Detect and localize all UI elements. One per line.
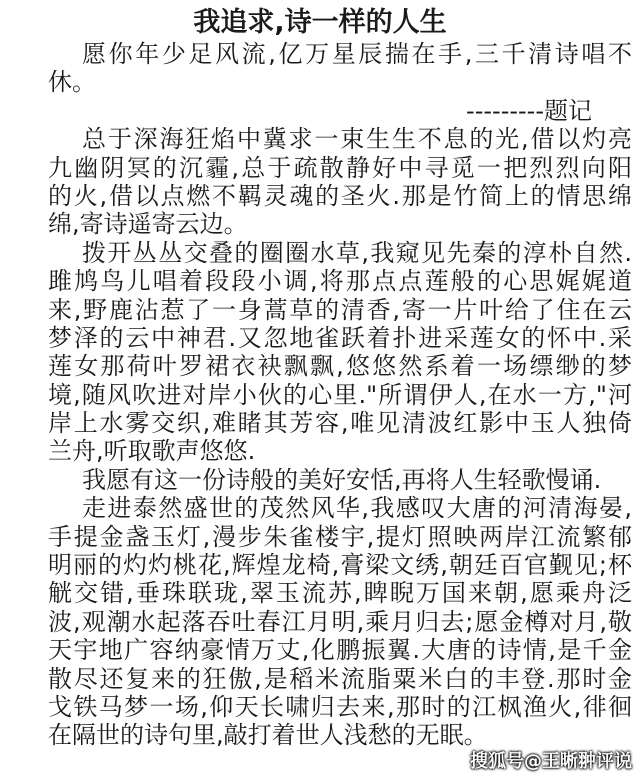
paragraph-line: 雎鸠鸟儿唱着段段小调,将那点点莲般的心思娓娓道 xyxy=(48,267,632,296)
paragraph-line: 梦泽的云中神君.又忽地雀跃着扑进采莲女的怀中.采 xyxy=(48,323,632,352)
paragraph xyxy=(48,466,632,494)
paragraph-line: 的火,借以点燃不羁灵魂的圣火.那是竹简上的情思绵 xyxy=(48,181,632,210)
paragraph-line: 天宇地广容纳豪情万丈,化鹏振翼.大唐的诗情,是千金 xyxy=(48,636,632,665)
paragraph-line: 岸上水雾交织,难睹其芳容,唯见清波红影中玉人独倚 xyxy=(48,409,632,438)
paragraph-line: 散尽还复来的狂傲,是稻米流脂粟米白的丰登.那时金 xyxy=(48,664,632,693)
paragraph-line: 来,野鹿沾惹了一身蒿草的清香,寄一片叶给了住在云 xyxy=(48,295,632,324)
paragraph-line: 我愿有这一份诗般的美好安恬,再将人生轻歌慢诵. xyxy=(82,465,602,494)
paragraph-line: 明丽的灼灼桃花,辉煌龙椅,膏梁文绣,朝廷百官觐见;杯 xyxy=(48,551,632,580)
watermark: 搜狐号@王晰翀评说 xyxy=(470,751,632,772)
paragraph xyxy=(48,125,632,239)
paragraph-line: 绵,寄诗遥寄云边。 xyxy=(48,210,248,239)
epigraph-line: 休。 xyxy=(48,68,96,97)
epigraph-signature: ---------题记 xyxy=(466,96,592,125)
paragraph-line: 总于深海狂焰中冀求一束生生不息的光,借以灼亮 xyxy=(82,125,632,154)
paragraph-line: 觥交错,垂珠联珑,翠玉流苏,睥睨万国来朝,愿乘舟泛 xyxy=(48,579,632,608)
paragraph-line: 走进泰然盛世的茂然风华,我感叹大唐的河清海晏, xyxy=(82,494,632,523)
paragraphs xyxy=(48,125,632,750)
paragraph-line: 莲女那荷叶罗裙衣袂飘飘,悠悠然系着一场缥缈的梦 xyxy=(48,352,632,381)
paragraph-line: 兰舟,听取歌声悠悠. xyxy=(48,437,256,466)
paragraph-line: 戈铁马梦一场,仰天长啸归去来,那时的江枫渔火,徘徊 xyxy=(48,692,632,721)
paragraph xyxy=(48,239,632,466)
paragraph-line: 境,随风吹进对岸小伙的心里."所谓伊人,在水一方,"河 xyxy=(48,380,632,409)
article-body xyxy=(48,40,632,750)
paragraph-line: 波,观潮水起落吞吐春江月明,乘月归去;愿金樽对月,敬 xyxy=(48,607,632,636)
epigraph-line: 愿你年少足风流,亿万星辰揣在手,三千清诗唱不 xyxy=(82,40,632,68)
paragraph-line: 手提金盏玉灯,漫步朱雀楼宇,提灯照映两岸江流繁郁 xyxy=(48,522,632,551)
paragraph-line: 九幽阴冥的沉霾,总于疏散静好中寻觅一把烈烈向阳 xyxy=(48,153,632,182)
paragraph-line: 在隔世的诗句里,敲打着世人浅愁的无眠。 xyxy=(48,721,488,750)
paragraph xyxy=(48,494,632,750)
paragraph-line: 拨开丛丛交叠的圈圈水草,我窥见先秦的淳朴自然. xyxy=(82,238,632,267)
article-title: 我追求,诗一样的人生 xyxy=(193,7,447,38)
